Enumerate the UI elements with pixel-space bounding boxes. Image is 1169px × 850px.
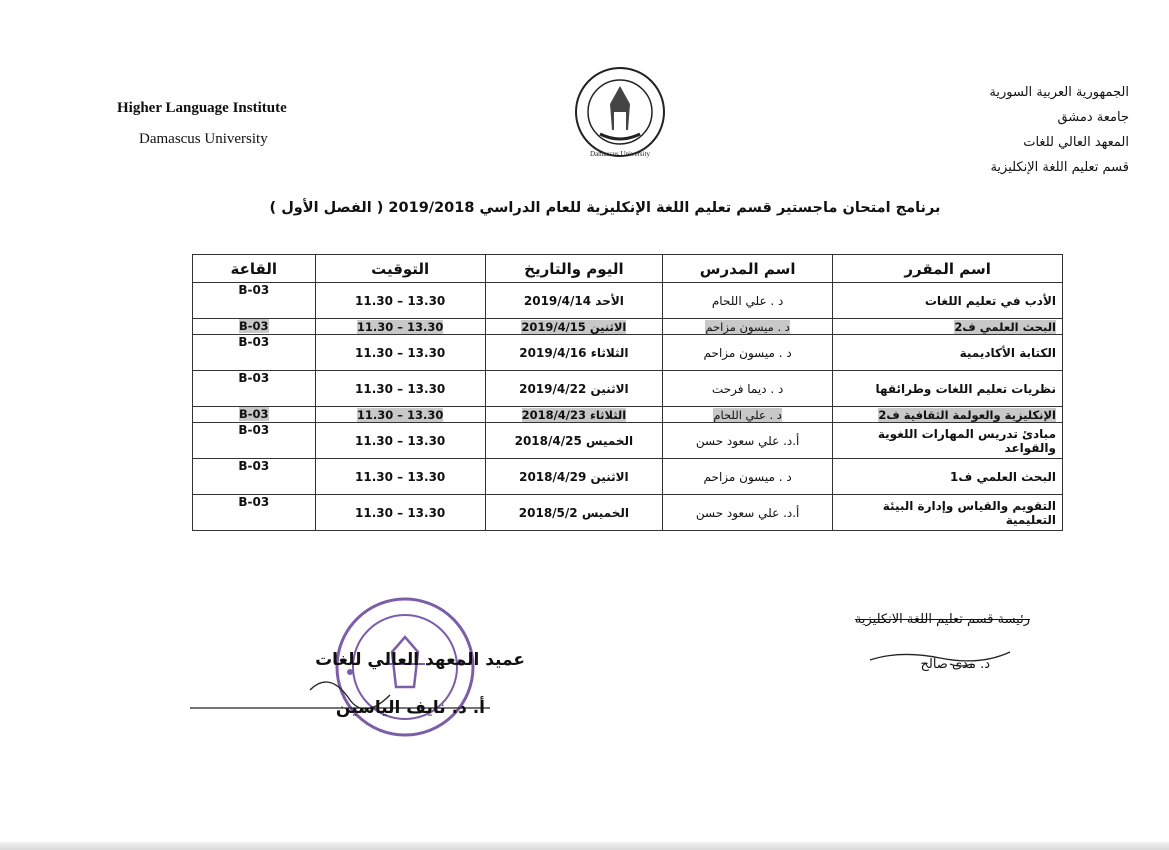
institute-name-ar: المعهد العالي للغات [1023,135,1129,150]
header-left [117,100,377,148]
room-text: B-03 [238,459,270,473]
dean-name: أ. د. نايف الياسين [335,698,485,718]
cell-course [833,423,1063,459]
cell-time [315,459,485,495]
date-text: الأحد 2019/4/14 [523,293,624,308]
page-title: برنامج امتحان ماجستير قسم تعليم اللغة الإنكليزية للعام الدراسي 2019/2018 ( الفصل الأول ) [269,200,941,216]
header-right [909,80,1129,180]
room-text: B-03 [238,319,269,333]
teacher-text: د . ديما فرحت [711,381,784,396]
teacher-text: د . ميسون مزاحم [703,469,792,484]
cell-course [833,495,1063,531]
time-text: 13.30 – 11.30 [355,345,446,360]
exam-schedule-table [192,254,1063,531]
cell-course [833,459,1063,495]
date-text: الاثنين 2019/4/15 [521,319,627,334]
institute-name-en: Higher Language Institute [117,100,287,116]
cell-room [193,423,316,459]
cell-date [485,283,662,319]
cell-time [315,319,485,335]
col-room: القاعة [193,255,316,283]
room-text: B-03 [238,407,269,421]
col-time: التوقيت [315,255,485,283]
cell-teacher [663,283,833,319]
cell-teacher [663,371,833,407]
dean-signature [205,650,525,718]
date-text: الخميس 2018/5/2 [518,505,629,520]
time-text: 13.30 – 11.30 [355,505,446,520]
scan-edge [0,842,1169,850]
time-text: 13.30 – 11.30 [356,407,444,422]
room-text: B-03 [238,335,270,349]
col-course: اسم المقرر [833,255,1063,283]
cell-course [833,335,1063,371]
room-text: B-03 [238,423,270,437]
table-header-row [193,255,1063,283]
cell-time [315,283,485,319]
date-text: الاثنين 2018/4/29 [519,469,629,484]
teacher-text: د . علي اللحام [713,407,782,422]
dean-title: عميد المعهد العالي للغات [315,650,525,670]
cell-date [485,459,662,495]
cell-time [315,371,485,407]
date-text: الثلاثاء 2018/4/23 [521,407,627,422]
cell-teacher [663,319,833,335]
course-text: الكتابة الأكاديمية [959,345,1056,360]
course-text: البحث العلمي ف2 [954,319,1056,334]
time-text: 13.30 – 11.30 [355,381,446,396]
cell-teacher [663,407,833,423]
cell-time [315,407,485,423]
university-name-en: Damascus University [139,131,268,147]
table-row [193,371,1063,407]
cell-course [833,319,1063,335]
cell-time [315,423,485,459]
date-text: الخميس 2018/4/25 [514,433,634,448]
course-text: الإنكليزية والعولمة الثقافية ف2 [878,407,1056,422]
teacher-text: د . ميسون مزاحم [705,319,790,334]
course-text: مبادئ تدريس المهارات اللغوية والقواعد [877,426,1056,455]
cell-date [485,407,662,423]
table-row [193,423,1063,459]
course-text: التقويم والقياس وإدارة البيئة التعليمية [882,498,1056,527]
table-row [193,283,1063,319]
col-teacher: اسم المدرس [663,255,833,283]
date-text: الثلاثاء 2019/4/16 [519,345,629,360]
table-row [193,319,1063,335]
cell-room [193,371,316,407]
table-row [193,335,1063,371]
cell-date [485,335,662,371]
room-text: B-03 [238,495,270,509]
course-text: البحث العلمي ف1 [950,469,1056,484]
cell-room [193,283,316,319]
course-text: الأدب في تعليم اللغات [924,293,1056,308]
department-head-name: د. مدى صالح [920,657,990,672]
table-row [193,459,1063,495]
teacher-text: د . علي اللحام [711,293,784,308]
cell-teacher [663,459,833,495]
time-text: 13.30 – 11.30 [356,319,444,334]
time-text: 13.30 – 11.30 [355,469,446,484]
cell-teacher [663,423,833,459]
room-text: B-03 [238,371,270,385]
cell-teacher [663,495,833,531]
room-text: B-03 [238,283,270,297]
course-text: نظريات تعليم اللغات وطرائقها [875,381,1056,396]
cell-time [315,495,485,531]
cell-course [833,283,1063,319]
cell-course [833,371,1063,407]
cell-date [485,423,662,459]
cell-date [485,319,662,335]
cell-course [833,407,1063,423]
logo-caption: Damascus University [589,150,651,158]
teacher-text: أ.د. علي سعود حسن [695,505,800,520]
table-row [193,407,1063,423]
handwritten-signature [860,620,1020,680]
cell-room [193,319,316,335]
university-name-ar: جامعة دمشق [1057,110,1129,125]
country-name: الجمهورية العربية السورية [989,85,1129,100]
cell-teacher [663,335,833,371]
col-date: اليوم والتاريخ [485,255,662,283]
department-name: قسم تعليم اللغة الإنكليزية [990,160,1129,175]
time-text: 13.30 – 11.30 [355,433,446,448]
cell-time [315,335,485,371]
department-head-title: رئيسة قسم تعليم اللغة الانكليزية [854,612,1030,627]
teacher-text: أ.د. علي سعود حسن [695,433,800,448]
time-text: 13.30 – 11.30 [355,293,446,308]
cell-room [193,459,316,495]
cell-room [193,495,316,531]
table-row [193,495,1063,531]
cell-room [193,407,316,423]
date-text: الاثنين 2019/4/22 [519,381,629,396]
cell-date [485,371,662,407]
cell-room [193,335,316,371]
university-logo [572,64,668,160]
teacher-text: د . ميسون مزاحم [703,345,792,360]
cell-date [485,495,662,531]
